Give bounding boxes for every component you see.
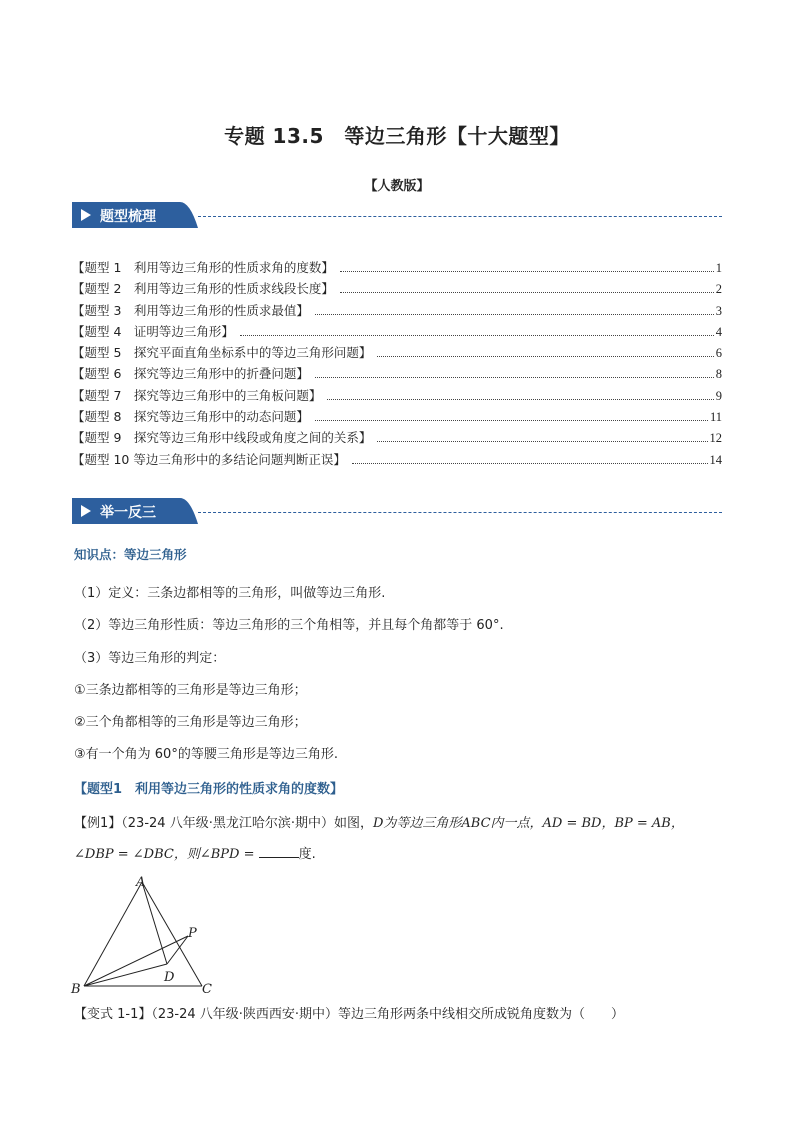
edge-ab xyxy=(84,882,142,986)
page-title: 专题 13.5 等边三角形【十大题型】 xyxy=(224,124,570,148)
toc-item-label: 【题型 5 探究平面直角坐标系中的等边三角形问题】 xyxy=(72,345,372,361)
edition-label: 【人教版】 xyxy=(364,179,430,194)
toc-item-label: 【题型 7 探究等边三角形中的三角板问题】 xyxy=(72,387,322,403)
example-line-2 xyxy=(74,845,724,865)
section-banner-types xyxy=(72,202,722,228)
section-banner-practice xyxy=(72,498,722,524)
knowledge-line: ①三条边都相等的三角形是等边三角形； xyxy=(74,683,307,698)
toc-leader xyxy=(315,314,714,315)
play-icon xyxy=(81,209,91,221)
banner-label: 题型梳理 xyxy=(100,209,156,225)
toc-item[interactable] xyxy=(72,258,722,279)
toc-item[interactable] xyxy=(72,428,722,449)
toc-page-number: 3 xyxy=(715,303,722,318)
toc-page-number: 2 xyxy=(715,282,722,297)
knowledge-line: （1）定义：三条边都相等的三角形，叫做等边三角形. xyxy=(74,586,386,601)
knowledge-line: ②三个角都相等的三角形是等边三角形； xyxy=(74,715,307,730)
vertex-label-b: B xyxy=(71,982,81,997)
toc-item[interactable] xyxy=(72,343,722,364)
toc-item[interactable] xyxy=(72,450,722,471)
toc-leader xyxy=(315,377,714,378)
toc-leader xyxy=(377,356,713,357)
example-source: （23-24 八年级·黑龙江哈尔滨·期中）如图， xyxy=(121,816,373,831)
toc-page-number: 11 xyxy=(709,410,722,425)
toc-page-number: 1 xyxy=(715,261,722,275)
example-tag: 【例1】 xyxy=(74,816,122,831)
toc-item-label: 【题型 10 等边三角形中的多结论问题判断正误】 xyxy=(72,451,346,467)
dashed-divider xyxy=(198,512,722,513)
knowledge-line: （2）等边三角形性质：等边三角形的三个角相等，并且每个角都等于 60°. xyxy=(74,618,504,633)
knowledge-point-title: 知识点：等边三角形 xyxy=(74,547,187,562)
toc-item-label: 【题型 4 证明等边三角形】 xyxy=(72,323,234,339)
knowledge-line: ③有一个角为 60°的等腰三角形是等边三角形. xyxy=(74,747,338,762)
variant-question: 【变式 1-1】（23-24 八年级·陕西西安·期中）等边三角形两条中线相交所成锐角度数为（ ） xyxy=(74,1007,625,1022)
toc-item[interactable] xyxy=(72,301,722,322)
vertex-label-c: C xyxy=(202,982,212,997)
toc-leader xyxy=(240,335,714,336)
toc-item[interactable] xyxy=(72,364,722,385)
toc-item[interactable] xyxy=(72,407,722,428)
table-of-contents xyxy=(72,258,722,471)
toc-page-number: 12 xyxy=(709,431,722,446)
triangle-figure xyxy=(66,872,226,1000)
toc-item-label: 【题型 9 探究等边三角形中线段或角度之间的关系】 xyxy=(72,430,372,446)
toc-leader xyxy=(315,420,708,421)
segment-pd xyxy=(167,936,188,964)
toc-page-number: 9 xyxy=(715,388,722,403)
banner-label: 举一反三 xyxy=(100,505,156,521)
toc-item-label: 【题型 1 利用等边三角形的性质求角的度数】 xyxy=(72,260,334,275)
point-label-d: D xyxy=(164,970,175,985)
example-line-1 xyxy=(74,814,724,834)
toc-item-label: 【题型 8 探究等边三角形中的动态问题】 xyxy=(72,409,309,425)
answer-blank[interactable] xyxy=(259,845,299,858)
point-label-p: P xyxy=(188,926,197,941)
dashed-divider xyxy=(198,216,722,217)
toc-item-label: 【题型 6 探究等边三角形中的折叠问题】 xyxy=(72,366,309,382)
toc-item-label: 【题型 3 利用等边三角形的性质求最值】 xyxy=(72,302,309,318)
vertex-label-a: A xyxy=(136,875,146,890)
example-condition: D为等边三角形ABC内一点，AD = BD，BP = AB， xyxy=(372,816,684,831)
example-question: ∠DBP = ∠DBC，则∠BPD = xyxy=(74,847,255,862)
toc-leader xyxy=(327,399,713,400)
toc-page-number: 14 xyxy=(709,452,722,467)
toc-leader xyxy=(377,441,707,442)
question-type-heading: 【题型1 利用等边三角形的性质求角的度数】 xyxy=(74,782,344,797)
toc-page-number: 4 xyxy=(715,324,722,339)
knowledge-line: （3）等边三角形的判定： xyxy=(74,651,226,666)
toc-item[interactable] xyxy=(72,279,722,300)
toc-leader xyxy=(352,463,708,464)
toc-leader xyxy=(340,271,714,272)
toc-leader xyxy=(340,292,714,293)
toc-page-number: 6 xyxy=(715,346,722,361)
example-unit: 度. xyxy=(298,847,316,862)
toc-page-number: 8 xyxy=(715,367,722,382)
toc-item[interactable] xyxy=(72,386,722,407)
toc-item[interactable] xyxy=(72,322,722,343)
segment-bd xyxy=(84,964,167,986)
toc-item-label: 【题型 2 利用等边三角形的性质求线段长度】 xyxy=(72,281,334,297)
play-icon xyxy=(81,505,91,517)
